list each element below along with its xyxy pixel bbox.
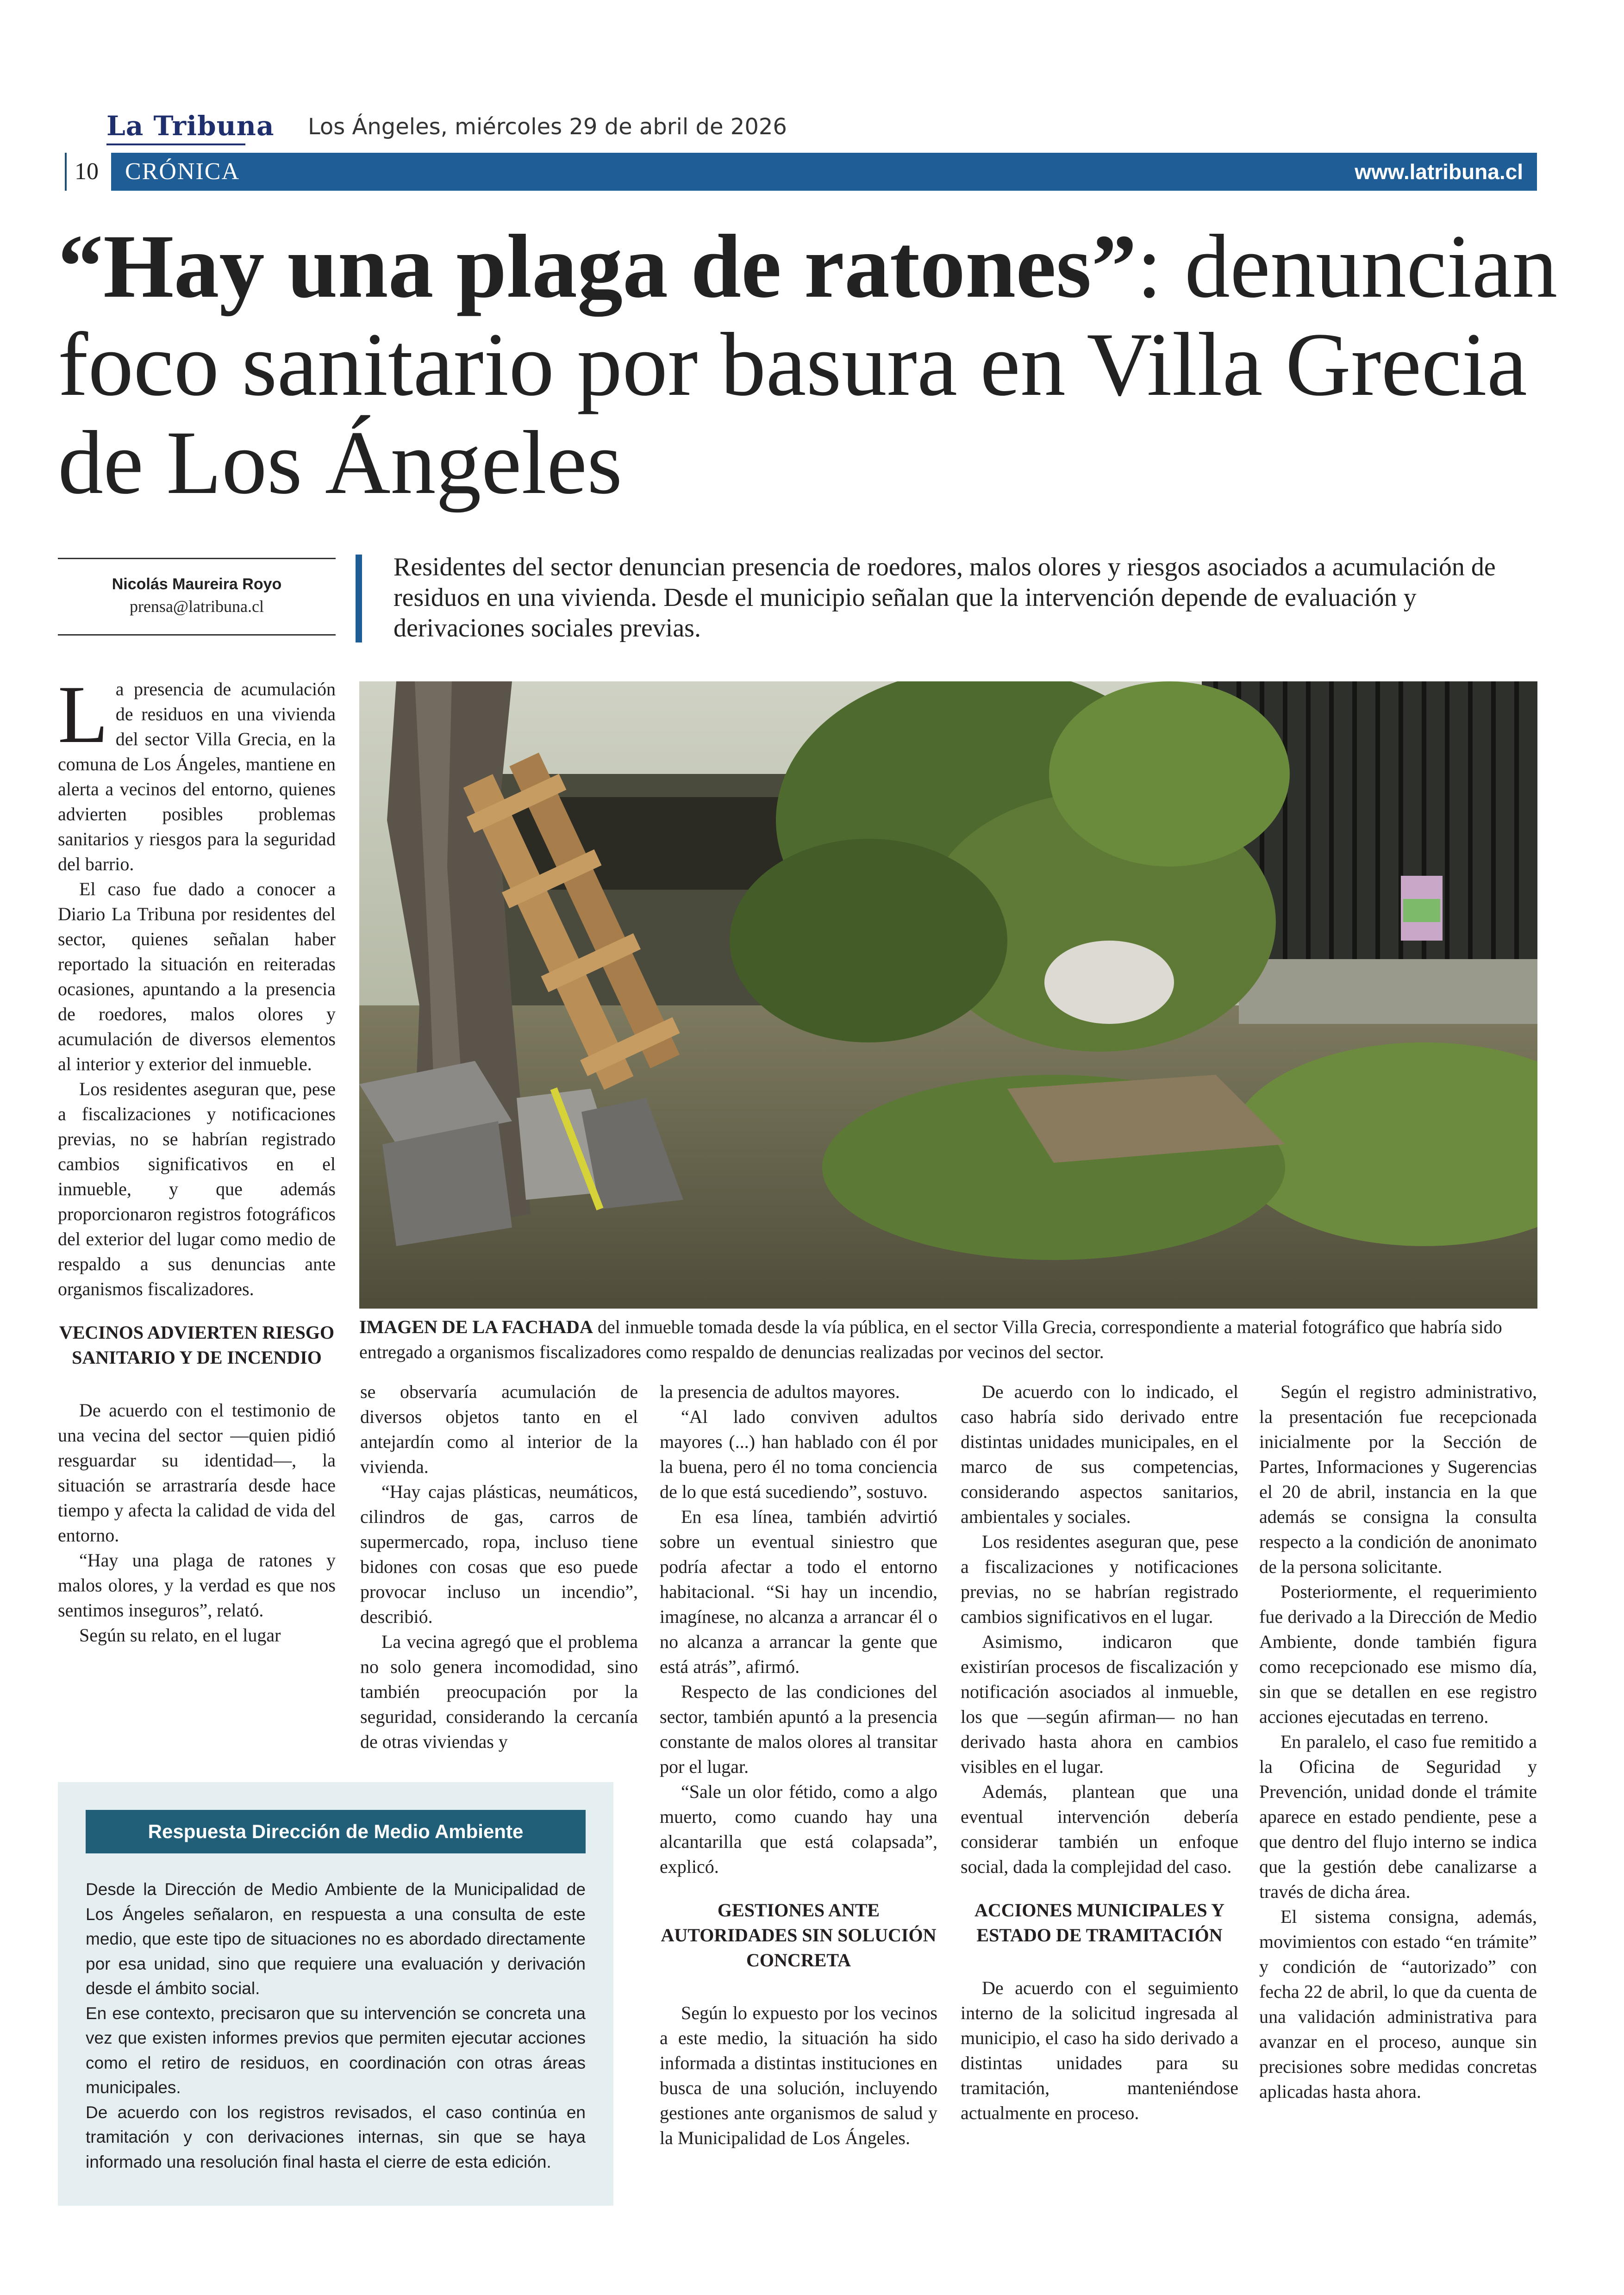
facade-photo [359,681,1537,1309]
body-paragraph: se observaría acumulación de diversos objetos tanto en el antejardín como al interior de la vivienda. [360,1381,638,1477]
body-paragraph: En paralelo, el caso fue remitido a la Oficina de Seguridad y Prevención, unidad donde el trámite aparece en estado pendiente, pese a que dentro del flujo interno se indica que la gestión debe canalizarse a través de dicha área. [1259,1731,1537,1902]
subheading: ACCIONES MUNICIPALES Y ESTADO DE TRAMITACIÓN [974,1900,1225,1946]
byline-rule-top [58,558,336,559]
body-paragraph: Además, plantean que una eventual intervención debería considerar también un enfoque social, dada la complejidad del caso. [961,1781,1238,1877]
body-paragraph: Según su relato, en el lugar [79,1625,281,1646]
website-link[interactable]: www.latribuna.cl [1355,160,1523,184]
byline [58,573,336,617]
body-paragraph: En esa línea, también advirtió sobre un eventual siniestro que podría afectar a todo el entorno habitacional. “Si hay un incendio, imagínese, no alcanza a arrancar él o no alcanza a arrancar la gente que está atrás”, afirmó. [660,1506,937,1677]
photo-caption-text: del inmueble tomada desde la vía pública, en el sector Villa Grecia, correspondiente a material fotográfico que habría sido entregado a organismos fiscalizadores como respaldo de denuncias realizadas por vecinos del sector. [359,1316,1502,1362]
body-paragraph: Los residentes aseguran que, pese a fiscalizaciones y notificaciones previas, no se habrían registrado cambios significativos en el lugar. [961,1531,1238,1627]
dateline: Los Ángeles, miércoles 29 de abril de 2026 [308,114,787,140]
article-column-1 [58,668,336,1648]
body-paragraph: “Hay una plaga de ratones y malos olores, y la verdad es que nos sentimos inseguros”, relató. [58,1550,336,1621]
body-paragraph: “Al lado conviven adultos mayores (...) han hablado con él por la buena, pero él no toma conciencia de lo que está sucediendo”, sostuvo. [660,1406,937,1502]
headline-quote: “Hay una plaga de ratones” [58,216,1137,317]
body-paragraph: Posteriormente, el requerimiento fue derivado a la Dirección de Medio Ambiente, donde también figura como recepcionado ese mismo día, sin que se detallen en ese registro acciones ejecutadas en terreno. [1259,1581,1537,1727]
article-column-4 [961,1379,1238,2126]
sidebar-paragraph: De acuerdo con los registros revisados, el caso continúa en tramitación y con derivaciones internas, sin que se haya informado una resolución final hasta el cierre de esta edición. [86,2102,586,2171]
subheading: VECINOS ADVIERTEN RIESGO SANITARIO Y DE INCENDIO [59,1322,335,1368]
body-paragraph: “Sale un olor fétido, como a algo muerto, como cuando hay una alcantarilla que está colapsada”, explicó. [660,1781,937,1877]
body-paragraph: La vecina agregó que el problema no solo genera incomodidad, sino también preocupación por la seguridad, considerando la cercanía de otras viviendas y [360,1631,638,1752]
author-email[interactable]: prensa@latribuna.cl [129,597,264,616]
logo-underline [106,143,245,145]
sidebar-box [58,1782,613,2206]
headline-rest: : denuncian foco sanitario por basura en Villa Grecia de Los Ángeles [58,216,1558,513]
photo-caption-lead: IMAGEN DE LA FACHADA [359,1316,593,1337]
body-paragraph: De acuerdo con lo indicado, el caso habría sido derivado entre distintas unidades municipales, en el marco de sus competencias, considerando aspectos sanitarios, ambientales y sociales. [961,1381,1238,1527]
body-paragraph: De acuerdo con el testimonio de una vecina del sector —quien pidió resguardar su identidad—, la situación se arrastraría desde hace tiempo y afecta la calidad de vida del entorno. [58,1400,336,1546]
page-number: 10 [65,153,106,191]
newspaper-logo: La Tribuna [106,110,275,142]
section-bar [111,153,1537,191]
drop-cap: L [58,668,108,760]
section-label: CRÓNICA [125,158,240,185]
article-column-2 [360,1379,638,1754]
body-paragraph: Los residentes aseguran que, pese a fiscalizaciones y notificaciones previas, no se habrían registrado cambios significativos en el inmueble, y que además proporcionaron registros fotográficos del exterior del lugar como medio de respaldo a sus denuncias ante organismos fiscalizadores. [58,1079,336,1299]
headline [58,218,1562,512]
body-paragraph: El sistema consigna, además, movimientos con estado “en trámite” y condición de “autorizado” con fecha 22 de abril, lo que da cuenta de una validación administrativa para avanzar en el proceso, aunque sin precisiones sobre medidas concretas aplicadas hasta ahora. [1259,1906,1537,2102]
sidebar-paragraph: Desde la Dirección de Medio Ambiente de la Municipalidad de Los Ángeles señalaron, en respuesta a una consulta de este medio, que este tipo de situaciones no es abordado directamente por esa unidad, sino que requiere una evaluación y derivación desde el ámbito social. [86,1880,586,1998]
body-paragraph: El caso fue dado a conocer a Diario La Tribuna por residentes del sector, quienes señalan haber reportado la situación en reiteradas ocasiones, apuntando a la presencia de roedores, malos olores y acumulación de diversos elementos al interior y exterior del inmueble. [58,879,336,1074]
body-paragraph: De acuerdo con el seguimiento interno de la solicitud ingresada al municipio, el caso ha sido derivado a distintas unidades para su tramitación, manteniéndose actualmente en proceso. [961,1977,1238,2123]
lead-accent-bar [356,555,362,642]
sidebar-paragraph: En ese contexto, precisaron que su intervención se concreta una vez que existen informes previos que permiten ejecutar acciones como el retiro de residuos, en coordinación con otras áreas municipales. [86,2003,586,2097]
photo-caption [359,1315,1537,1365]
sidebar-text [86,1877,586,2174]
body-paragraph: Asimismo, indicaron que existirían procesos de fiscalización y notificación asociados al inmueble, los que —según afirman— no han derivado hasta ahora en cambios visibles en el lugar. [961,1631,1238,1777]
article-column-3 [660,1379,937,2151]
body-paragraph: Respecto de las condiciones del sector, también apuntó a la presencia constante de malos olores al transitar por el lugar. [660,1681,937,1777]
byline-rule-bottom [58,634,336,636]
body-paragraph: a presencia de acumulación de residuos en una vivienda del sector Villa Grecia, en la comuna de Los Ángeles, mantiene en alerta a vecinos del entorno, quienes advierten posibles problemas sanitarios y riesgos para la seguridad del barrio. [58,679,336,874]
subheading: GESTIONES ANTE AUTORIDADES SIN SOLUCIÓN CONCRETA [661,1900,937,1971]
body-paragraph: Según el registro administrativo, la presentación fue recepcionada inicialmente por la Sección de Partes, Informaciones y Sugerencias el 20 de abril, instancia en la que además se consigna la consulta respecto a la condición de anonimato de la persona solicitante. [1259,1381,1537,1577]
article-column-5 [1259,1379,1537,2104]
body-paragraph: la presencia de adultos mayores. [660,1381,900,1402]
lead-paragraph: Residentes del sector denuncian presencia de roedores, malos olores y riesgos asociados a acumulación de residuos en una vivienda. Desde el municipio señalan que la intervención depende de evaluación y derivaciones sociales previas. [394,553,1496,642]
author-name: Nicolás Maureira Royo [112,575,282,593]
body-paragraph: “Hay cajas plásticas, neumáticos, cilindros de gas, carros de supermercado, ropa, incluso tiene bidones con cosas que eso puede provocar incluso un incendio”, describió. [360,1481,638,1627]
body-paragraph: Según lo expuesto por los vecinos a este medio, la situación ha sido informada a distintas instituciones en busca de una solución, incluyendo gestiones ante organismos de salud y la Municipalidad de Los Ángeles. [660,2002,937,2148]
sidebar-title: Respuesta Dirección de Medio Ambiente [86,1810,586,1853]
